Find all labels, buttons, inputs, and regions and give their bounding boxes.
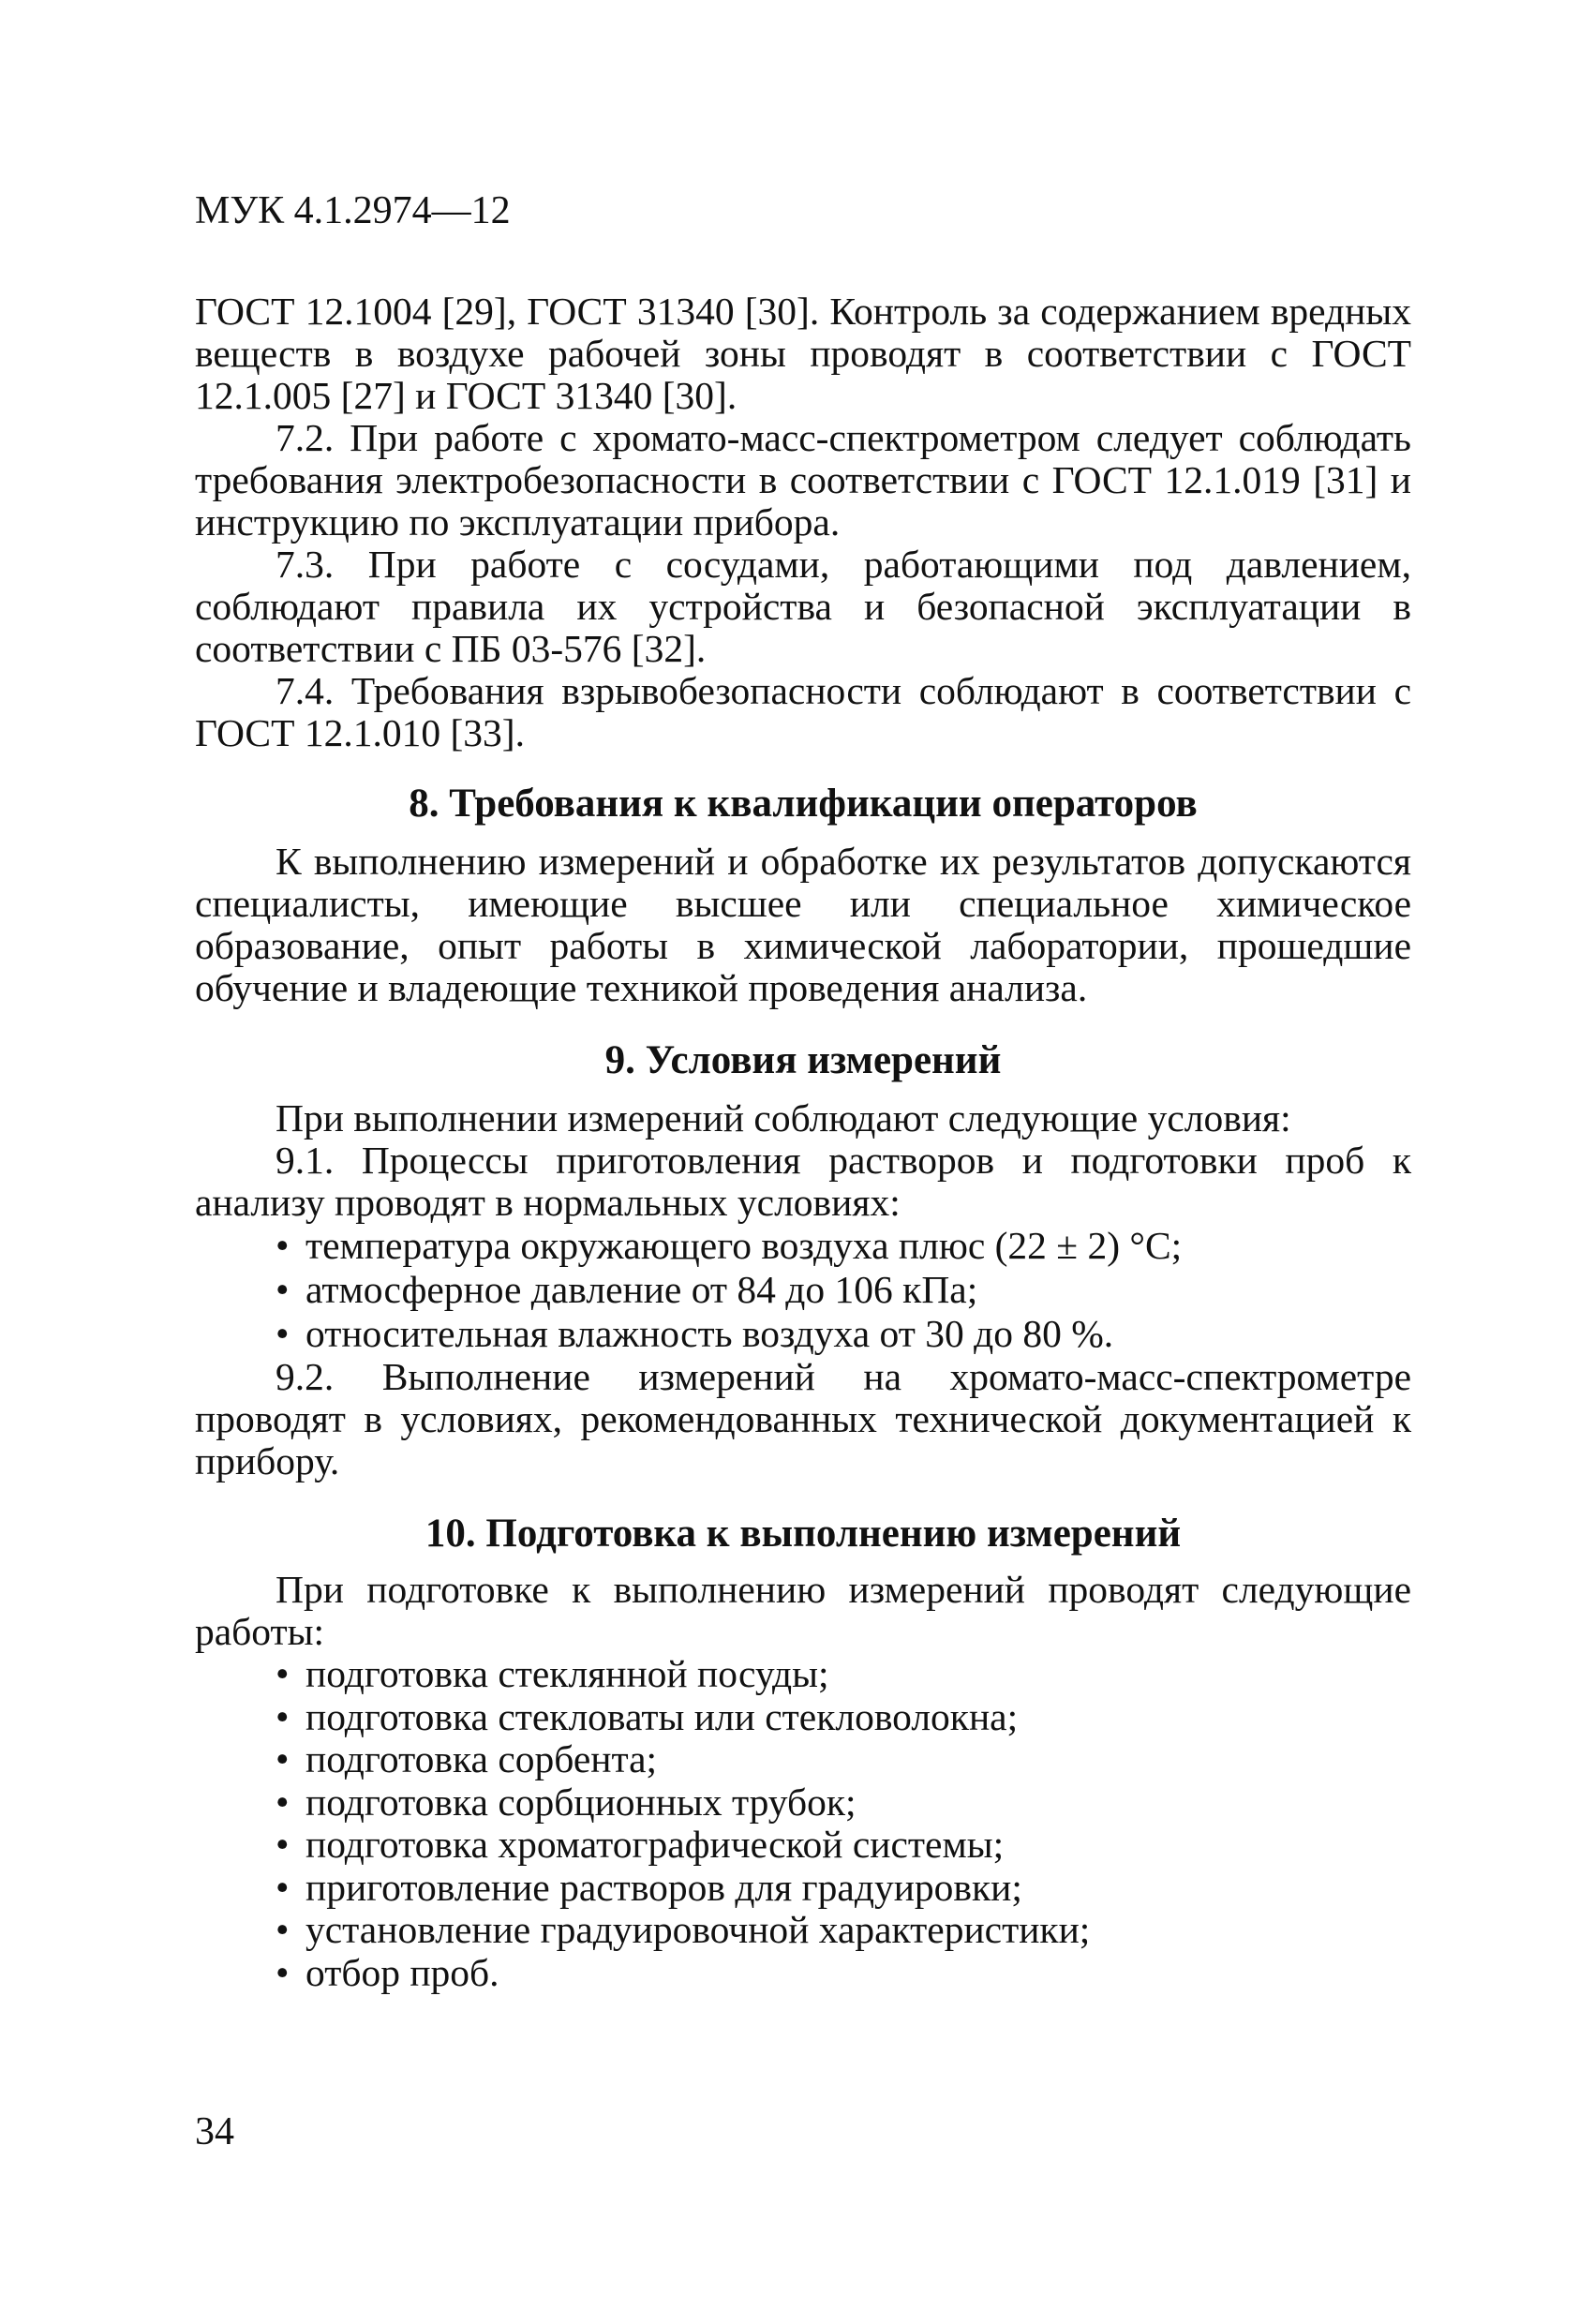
list-item [195,1653,1411,1696]
paragraph-9-1: 9.1. Процессы приготовления растворов и подготовки проб к анализу проводят в нормальных условиях: [195,1139,1411,1224]
bullet-icon: • [276,1737,290,1780]
list-item-text: отбор проб. [305,1950,499,1994]
section-10-heading: 10. Подготовка к выполнению измерений [425,1512,1182,1556]
section-10-intro: При подготовке к выполнению измерений проводят следующие работы: [195,1568,1411,1653]
preparation-list [195,1653,1411,1994]
bullet-icon: • [276,1268,290,1311]
paragraph-7-3: 7.3. При работе с сосудами, работающими под давлением, соблюдают правила их устройства и безопасной эксплуатации в соответствии с ПБ 03-576 [32]. [195,543,1411,670]
paragraph-7-2: 7.2. При работе с хромато-масс-спектрометром следует соблюдать требования электробезопасности в соответствии с ГОСТ 12.1.019 [31] и инструкцию по эксплуатации прибора. [195,416,1411,544]
list-item-text: подготовка стекловаты или стекловолокна; [305,1694,1019,1738]
document-page [195,187,1411,1994]
bullet-icon: • [276,1652,290,1695]
list-item [195,1696,1411,1739]
section-9-heading: 9. Условия измерений [604,1038,1002,1082]
list-item-text: относительная влажность воздуха от 30 до 80 %. [305,1312,1114,1355]
list-item-text: приготовление растворов для градуировки; [305,1865,1022,1909]
list-item-text: подготовка стеклянной посуды; [305,1652,829,1695]
bullet-icon: • [276,1694,290,1738]
list-item-text: атмосферное давление от 84 до 106 кПа; [305,1268,978,1311]
list-item [195,1867,1411,1910]
section-9-intro: При выполнении измерений соблюдают следующие условия: [276,1096,1291,1140]
bullet-icon: • [276,1865,290,1909]
list-item-text: установление градуировочной характеристики; [305,1908,1091,1951]
section-8-heading: 8. Требования к квалификации операторов [409,782,1198,826]
list-item [195,1824,1411,1867]
list-item-text: подготовка хроматографической системы; [305,1823,1005,1866]
list-item [195,1781,1411,1825]
paragraph-9-2: 9.2. Выполнение измерений на хромато-масс-спектрометре проводят в условиях, рекомендованных технической документацией к прибору. [195,1355,1411,1482]
list-item [195,1952,1411,1995]
bullet-icon: • [276,1823,290,1866]
list-item-text: подготовка сорбционных трубок; [305,1780,857,1824]
paragraph-7-4: 7.4. Требования взрывобезопасности соблюдают в соответствии с ГОСТ 12.1.010 [33]. [195,669,1411,754]
list-item [195,1312,1411,1356]
running-header: МУК 4.1.2974—12 [195,189,511,232]
bullet-icon: • [276,1950,290,1994]
list-item [195,1268,1411,1312]
section-8-paragraph: К выполнению измерений и обработке их результатов допускаются специалисты, имеющие высшее или специальное химическое образование, опыт работы в химической лаборатории, прошедшие обучение и владеющие техникой проведения анализа. [195,840,1411,1009]
conditions-list [195,1224,1411,1356]
list-item-text: температура окружающего воздуха плюс (22 ± 2) °С; [305,1224,1183,1267]
bullet-icon: • [276,1224,290,1267]
bullet-icon: • [276,1312,290,1355]
bullet-icon: • [276,1908,290,1951]
page-number: 34 [195,2110,234,2153]
paragraph-intro: ГОСТ 12.1004 [29], ГОСТ 31340 [30]. Контроль за содержанием вредных веществ в воздухе рабочей зоны проводят в соответствии с ГОСТ 12.1.005 [27] и ГОСТ 31340 [30]. [195,290,1411,417]
list-item-text: подготовка сорбента; [305,1737,658,1780]
bullet-icon: • [276,1780,290,1824]
list-item [195,1909,1411,1952]
list-item [195,1738,1411,1781]
list-item [195,1224,1411,1268]
